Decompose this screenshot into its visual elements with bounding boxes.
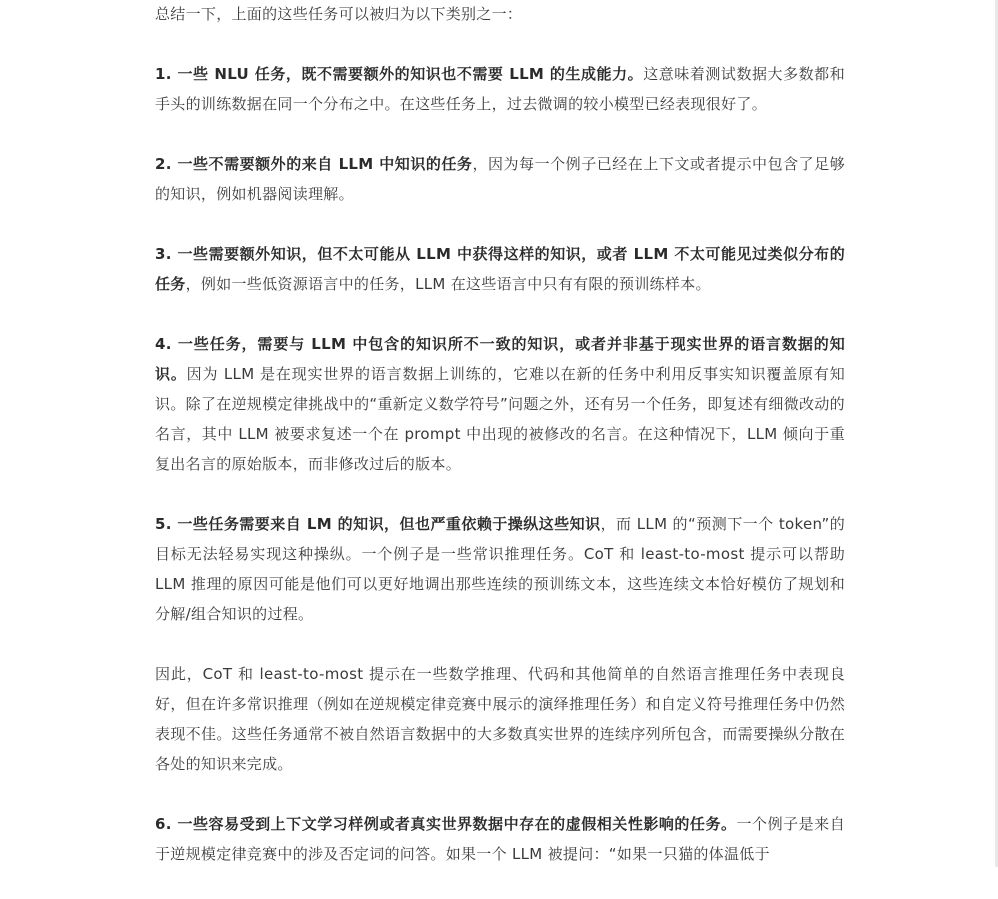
category-item-6-heading: 6. 一些容易受到上下文学习样例或者真实世界数据中存在的虚假相关性影响的任务。 [155, 815, 737, 833]
category-item-1-heading: 1. 一些 NLU 任务，既不需要额外的知识也不需要 LLM 的生成能力。 [155, 65, 644, 83]
summary-paragraph: 因此，CoT 和 least-to-most 提示在一些数学推理、代码和其他简单的自然语言推理任务中表现良好，但在许多常识推理（例如在逆规模定律竞赛中展示的演绎推理任务）和自定义符号推理任务中仍然表现不佳。这些任务通常不被自然语言数据中的大多数真实世界的连续序列所包含，而需要操纵分散在各处的知识来完成。 [155, 665, 845, 773]
category-item-1 [155, 59, 845, 119]
category-item-3-heading: 3. 一些需要额外知识，但不太可能从 LLM 中获得这样的知识，或者 LLM 不太可能见过类似分布的任务 [155, 245, 845, 293]
category-item-3-text: ，例如一些低资源语言中的任务，LLM 在这些语言中只有有限的预训练样本。 [185, 275, 711, 293]
category-item-5-heading: 5. 一些任务需要来自 LM 的知识，但也严重依赖于操纵这些知识 [155, 515, 601, 533]
category-item-2-text: ，因为每一个例子已经在上下文或者提示中包含了足够的知识，例如机器阅读理解。 [155, 155, 846, 203]
category-item-6 [155, 809, 845, 869]
category-item-6-text: 一个例子是来自于逆规模定律竞赛中的涉及否定词的问答。如果一个 LLM 被提问：“如果一只猫的体温低于 [155, 815, 846, 863]
category-item-5 [155, 509, 845, 629]
category-item-3 [155, 239, 845, 299]
category-item-5-text: ，而 LLM 的“预测下一个 token”的目标无法轻易实现这种操纵。一个例子是一些常识推理任务。CoT 和 least-to-most 提示可以帮助 LLM 推理的原因可能是他们可以更好地调出那些连续的预训练文本，这些连续文本恰好模仿了规划和分解/组合知识的过程。 [155, 515, 846, 623]
intro-paragraph: 总结一下，上面的这些任务可以被归为以下类别之一： [155, 5, 523, 23]
category-item-1-text: 这意味着测试数据大多数都和手头的训练数据在同一个分布之中。在这些任务上，过去微调的较小模型已经表现很好了。 [155, 65, 845, 113]
category-item-4 [155, 329, 845, 479]
category-item-4-heading: 4. 一些任务，需要与 LLM 中包含的知识所不一致的知识，或者并非基于现实世界的语言数据的知识。 [155, 335, 845, 383]
category-item-2 [155, 149, 845, 209]
category-item-4-text: 因为 LLM 是在现实世界的语言数据上训练的，它难以在新的任务中利用反事实知识覆盖原有知识。除了在逆规模定律挑战中的“重新定义数学符号”问题之外，还有另一个任务，即复述有细微改动的名言，其中 LLM 被要求复述一个在 prompt 中出现的被修改的名言。在这种情况下，LLM 倾向于重复出名言的原始版本，而非修改过后的版本。 [155, 365, 845, 473]
category-item-2-heading: 2. 一些不需要额外的来自 LLM 中知识的任务 [155, 155, 473, 173]
article-body [155, 0, 845, 899]
